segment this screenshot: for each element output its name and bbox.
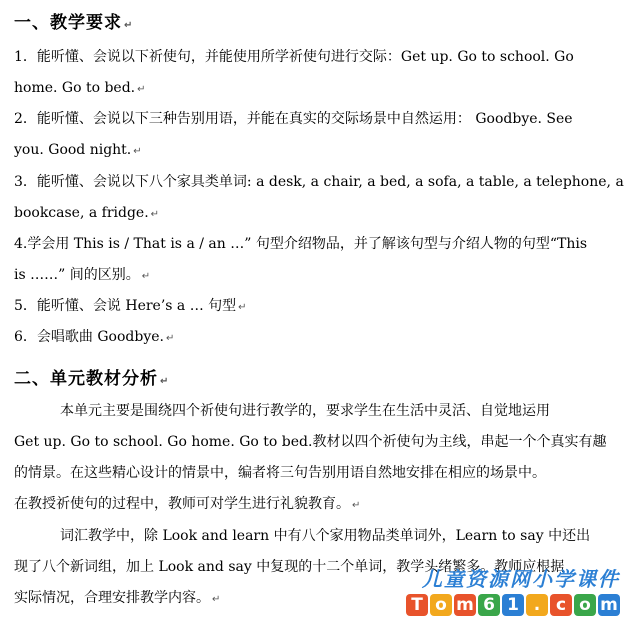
requirement-4-line-2: is ……” 间的区别。 ↵ (14, 267, 151, 283)
requirement-5-line: 5．能听懂、会说 Here’s a … 句型 ↵ (14, 298, 247, 314)
analysis-paragraph-2-line-2: 现了八个新词组，加上 Look and say 中复现的十二个单词，教学头绪繁多。教师应根据 (14, 559, 565, 575)
watermark-letter-badge: 6 (478, 594, 500, 616)
watermark-letter-badge: m (454, 594, 476, 616)
watermark-letter-badge: m (598, 594, 620, 616)
watermark-letter-badge: T (406, 594, 428, 616)
analysis-paragraph-1-line-4: 在教授祈使句的过程中，教师可对学生进行礼貌教育。 ↵ (14, 496, 361, 512)
analysis-paragraph-1-line-3: 的情景。在这些精心设计的情景中，编者将三句告别用语自然地安排在相应的场景中。 (14, 465, 546, 481)
analysis-paragraph-2-line-1: 词汇教学中，除 Look and learn 中有八个家用物品类单词外，Learn to say 中还出 (60, 528, 591, 544)
requirement-2-line-1: 2．能听懂、会说以下三种告别用语，并能在真实的交际场景中自然运用： Goodbye. See (14, 111, 573, 127)
requirement-3-line-1: 3．能听懂、会说以下八个家具类单词: a desk, a chair, a bed, a sofa, a table, a telephone, a (14, 174, 624, 190)
analysis-paragraph-1-line-1: 本单元主要是围绕四个祈使句进行教学的，要求学生在生活中灵活、自觉地运用 (60, 403, 550, 419)
analysis-paragraph-2-line-3: 实际情况，合理安排教学内容。 ↵ (14, 590, 221, 606)
watermark-chinese-text: 儿童资源网小学课件 (422, 567, 620, 591)
section-heading-analysis: 二、单元教材分析 ↵ (14, 369, 170, 389)
section-heading-requirements: 一、教学要求 ↵ (14, 13, 134, 33)
requirement-3-line-2: bookcase, a fridge. ↵ (14, 205, 160, 221)
watermark-letter-badge: o (574, 594, 596, 616)
site-watermark-logo (390, 563, 620, 615)
requirement-2-line-2: you. Good night. ↵ (14, 142, 142, 158)
requirement-1-line-1: 1．能听懂、会说以下祈使句，并能使用所学祈使句进行交际：Get up. Go to school. Go (14, 49, 574, 65)
watermark-letter-badge: 1 (502, 594, 524, 616)
watermark-letter-badge: c (550, 594, 572, 616)
watermark-letter-badge: o (430, 594, 452, 616)
watermark-letter-badge: . (526, 594, 548, 616)
requirement-1-line-2: home. Go to bed. ↵ (14, 80, 146, 96)
requirement-6-line: 6．会唱歌曲 Goodbye. ↵ (14, 329, 175, 345)
analysis-paragraph-1-line-2: Get up. Go to school. Go home. Go to bed.教材以四个祈使句为主线，串起一个个真实有趣 (14, 434, 607, 450)
watermark-domain-badges (406, 594, 620, 616)
requirement-4-line-1: 4.学会用 This is / That is a / an …” 句型介绍物品，并了解该句型与介绍人物的句型“This (14, 236, 588, 252)
